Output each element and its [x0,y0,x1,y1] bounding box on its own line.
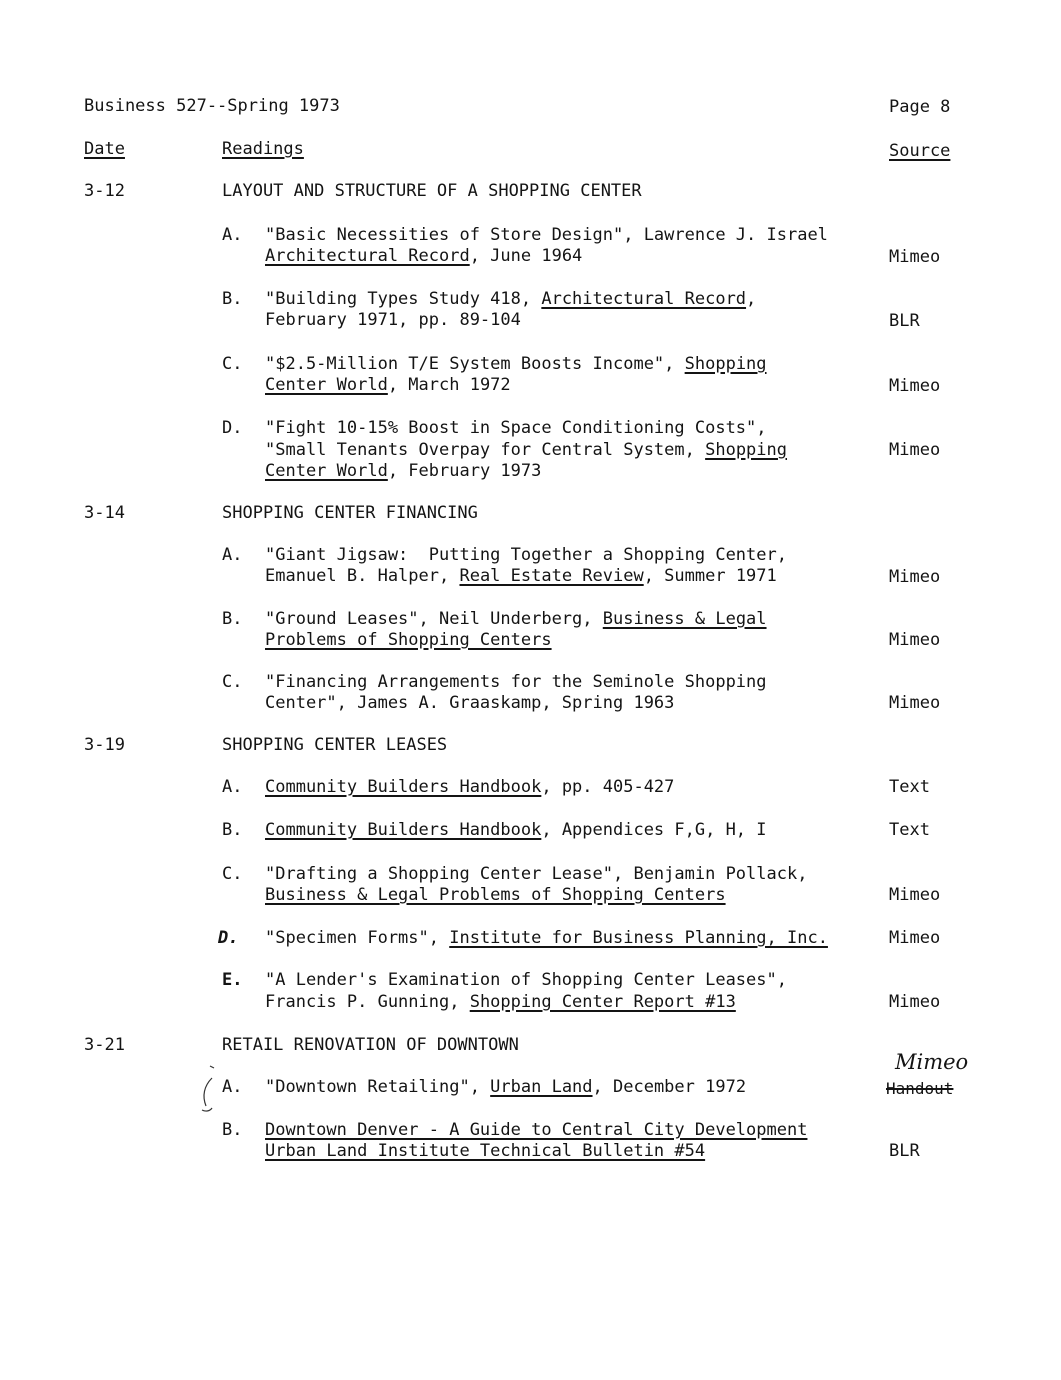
item-letter: D. [222,418,243,438]
citation-text: , March 1972 [387,375,511,395]
citation-line [265,864,807,885]
citation-text: "Drafting a Shopping Center Lease", Benjamin Pollack, [265,864,808,884]
source-label: Mimeo [889,567,941,587]
citation-line [265,885,726,906]
citation-line [265,672,767,693]
citation-line [265,418,767,439]
item-letter: C. [222,864,243,884]
citation-text: "$2.5-Million T/E System Boosts Income", [265,354,685,374]
underlined-title: Shopping Center Report #13 [469,992,736,1012]
citation-text: "Giant Jigsaw: Putting Together a Shopping Center, [265,545,787,565]
source-label: Text [889,777,930,797]
item-letter-handwritten: E. [222,970,243,990]
citation-text: February 1971, pp. 89-104 [265,310,521,330]
section-date: 3-14 [84,503,125,523]
citation-line [265,1077,746,1098]
hand-mark-icon [198,1062,220,1114]
underlined-title: Urban Land Institute Technical Bulletin #54 [265,1141,706,1161]
citation-line [265,225,828,246]
source-label: BLR [889,1141,920,1161]
source-label: BLR [889,311,920,331]
column-heading-date: Date [84,139,125,159]
item-letter: A. [222,545,243,565]
citation-line [265,354,767,375]
underlined-title: Center World [265,461,388,481]
source-label: Mimeo [889,693,941,713]
section-title: LAYOUT AND STRUCTURE OF A SHOPPING CENTER [222,181,642,201]
citation-line [265,928,828,949]
underlined-title: Shopping [684,354,767,374]
citation-line [265,545,787,566]
citation-line [265,970,787,991]
section-date: 3-12 [84,181,125,201]
citation-line [265,289,756,310]
source-label: Mimeo [889,630,941,650]
citation-text: "Small Tenants Overpay for Central System, [265,440,706,460]
section-title: SHOPPING CENTER FINANCING [222,503,478,523]
item-letter: A. [222,777,243,797]
underlined-title: Urban Land [490,1077,593,1097]
source-label: Mimeo [889,376,941,396]
citation-text: "Downtown Retailing", [265,1077,491,1097]
citation-text: "Financing Arrangements for the Seminole Shopping [265,672,767,692]
underlined-title: Center World [265,375,388,395]
citation-text: "Specimen Forms", [265,928,450,948]
citation-line [265,440,787,461]
underlined-title: Community Builders Handbook [265,777,542,797]
source-label-struck: Handout [886,1079,954,1098]
citation-line [265,461,541,482]
source-label: Mimeo [889,928,941,948]
item-letter: B. [222,820,243,840]
citation-text: , [746,289,757,309]
section-title: SHOPPING CENTER LEASES [222,735,448,755]
citation-line [265,992,736,1013]
citation-line [265,310,521,331]
citation-text: , pp. 405-427 [541,777,675,797]
course-title: Business 527--Spring 1973 [84,96,340,116]
underlined-title: Community Builders Handbook [265,820,542,840]
column-heading-source: Source [889,141,951,161]
item-letter: A. [222,1077,243,1097]
item-letter: C. [222,354,243,374]
item-letter: B. [222,289,243,309]
item-letter: B. [222,609,243,629]
citation-line [265,566,777,587]
citation-text: "Ground Leases", Neil Underberg, [265,609,603,629]
page-number: Page 8 [889,97,951,117]
underlined-title: Downtown Denver - A Guide to Central City Development [265,1120,808,1140]
underlined-title: Shopping [705,440,787,460]
citation-line [265,693,674,714]
section-date: 3-19 [84,735,125,755]
section-date: 3-21 [84,1035,125,1055]
underlined-title: Architectural Record [265,246,470,266]
item-letter: B. [222,1120,243,1140]
source-label: Mimeo [889,992,941,1012]
source-label: Mimeo [889,247,941,267]
underlined-title: Real Estate Review [459,566,644,586]
source-label: Mimeo [889,440,941,460]
citation-text: , Summer 1971 [643,566,777,586]
underlined-title: Architectural Record [541,289,747,309]
citation-text: "A Lender's Examination of Shopping Center Leases", [265,970,787,990]
underlined-title: Problems of Shopping Centers [265,630,552,650]
citation-line [265,630,552,651]
underlined-title: Business & Legal [602,609,767,629]
citation-text: Francis P. Gunning, [265,992,470,1012]
citation-line [265,777,674,798]
citation-line [265,246,582,267]
item-letter-handwritten: D. [218,928,239,948]
citation-line [265,609,767,630]
underlined-title: Institute for Business Planning, Inc. [449,928,828,948]
citation-text: , February 1973 [387,461,542,481]
handwritten-source: Mimeo [895,1050,969,1074]
citation-text: "Fight 10-15% Boost in Space Conditioning Costs", [265,418,767,438]
citation-line [265,820,767,841]
citation-text: Center", James A. Graaskamp, Spring 1963 [265,693,675,713]
source-label: Mimeo [889,885,941,905]
citation-text: , December 1972 [592,1077,747,1097]
citation-text: Emanuel B. Halper, [265,566,460,586]
source-label: Text [889,820,930,840]
column-heading-readings: Readings [222,139,304,159]
citation-text: , Appendices F,G, H, I [541,820,767,840]
citation-text: "Basic Necessities of Store Design", Lawrence J. Israel [265,225,828,245]
citation-text: , June 1964 [469,246,583,266]
item-letter: A. [222,225,243,245]
section-title: RETAIL RENOVATION OF DOWNTOWN [222,1035,519,1055]
citation-text: "Building Types Study 418, [265,289,542,309]
citation-line [265,1120,807,1141]
citation-line [265,1141,705,1162]
citation-line [265,375,511,396]
item-letter: C. [222,672,243,692]
underlined-title: Business & Legal Problems of Shopping Centers [265,885,726,905]
